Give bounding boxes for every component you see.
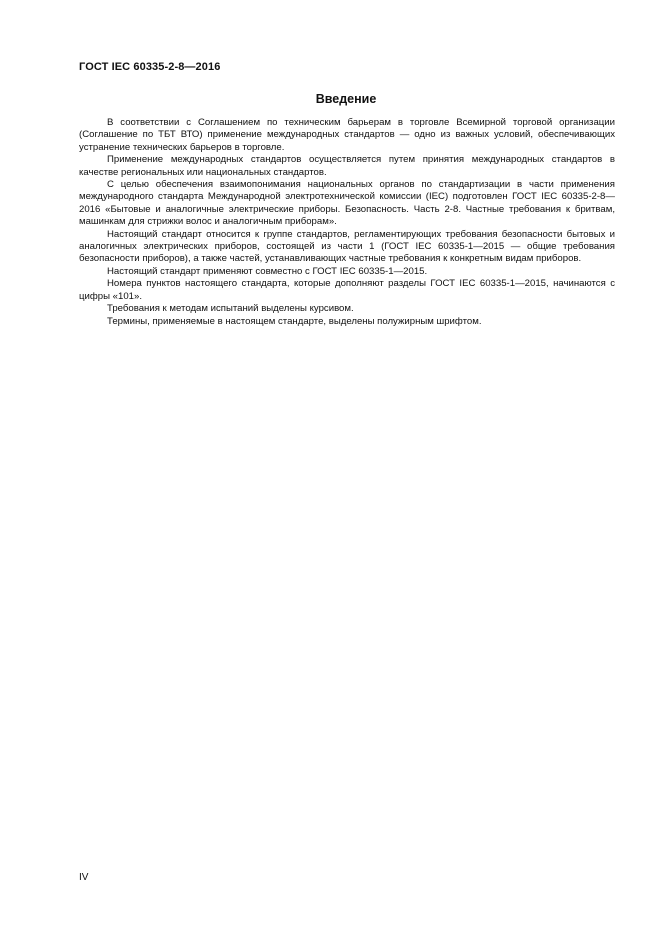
paragraph: Настоящий стандарт относится к группе стандартов, регламентирующих требования безопасности бытовых и аналогичных электрических приборов, состоящей из части 1 (ГОСТ IEC 60335-1—2015 — общие требования безопасности приборов), а также частей, устанавливающих частные требования к конкретным видам приборов. — [79, 228, 615, 265]
section-title: Введение — [315, 92, 377, 106]
section-body — [79, 117, 615, 328]
paragraph: С целью обеспечения взаимопонимания национальных органов по стандартизации в части применения международного стандарта Международной электротехнической комиссии (IEC) подготовлен ГОСТ IEC 60335-2-8—2016 «Бытовые и аналогичные электрические приборы. Безопасность. Часть 2-8. Частные требования к бритвам, машинкам для стрижки волос и аналогичным приборам». — [79, 179, 615, 228]
paragraph: Требования к методам испытаний выделены курсивом. — [107, 303, 354, 315]
paragraph: В соответствии с Соглашением по техническим барьерам в торговле Всемирной торговой организации (Соглашение по ТБТ ВТО) применение международных стандартов — одно из важных условий, обеспечивающих устранение технических барьеров в торговле. — [79, 117, 615, 153]
paragraph: Номера пунктов настоящего стандарта, которые дополняют разделы ГОСТ IEC 60335-1—2015, начинаются с цифры «101». — [79, 278, 615, 302]
document-code-header: ГОСТ IEC 60335-2-8—2016 — [79, 61, 221, 73]
paragraph: Применение международных стандартов осуществляется путем принятия международных стандартов в качестве региональных или национальных стандартов. — [79, 154, 615, 178]
page-number: IV — [79, 872, 89, 883]
paragraph: Термины, применяемые в настоящем стандарте, выделены полужирным шрифтом. — [107, 315, 482, 327]
paragraph: Настоящий стандарт применяют совместно с ГОСТ IEC 60335-1—2015. — [107, 265, 428, 277]
